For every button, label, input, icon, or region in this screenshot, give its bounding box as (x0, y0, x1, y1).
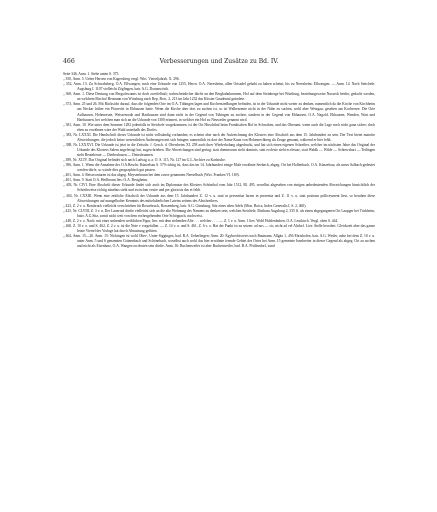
entry-reference: „ 423, (63, 203, 72, 208)
entry-text: Nr. LXXXVI. Die Urkunde ist jetzt in die Zeitschr. f. Gesch. d. Oberrheins XI, 258 auch ihrer Wiederholung abgedruckt, und hat sich einen eigenen Schreiber, welcher im nächsten Jahre das Original der Urkunde des Klosters Salem angefertigt hat, zugeschrieben. Die Abweichungen sind gering: statt dominorum steht dominis, statt ecclesie steht ecclesiae, statt Waldk — Wilde — Schiewshart — Teilingen steht Beutelreute — Dietbeshusen — Deinsbrunnen. (73, 142, 375, 157)
entry-reference: „ 350, (63, 77, 72, 82)
entry-reference: „ 360, (63, 92, 73, 97)
correction-entry (63, 224, 375, 234)
entry-reference: Seite 346, (63, 72, 78, 76)
entry-reference: „ 389, (63, 158, 72, 163)
entry-text: Nr. LXXXI. Die Handschrift dieser Urkunde ist nicht vollständig vorhanden; es scheint aber nach der Aufzeichnung des Klosters eine Abschrift aus dem 15. Jahrhundert zu sein. Der Text bietet manche Abweichungen, die jedoch keine wesentlichen Änderungen mit sich bringen; namentlich ist dort der Name Kunz von Hohenrechberg als Zeuge genannt, während er hier fehlt. (73, 132, 375, 142)
entry-text: Z. 2 v. o. Nach: mit einer stehenden weiblichen Figur, lies: mit dem stehenden Alte . . . welcher . . . . — Z. 1 v. u. Anm. 1 lies: Wohl Hohlenbuhen, O.A. Leutkirch. Vergl. oben S. 444. (72, 218, 339, 223)
entry-text: Nr. CLVIII, Z. 3 v. u. Der Lauerrad dürfte vielleicht sich an die alte Wohnung des Namens zu denken sein, welchen Steichele, Bisthum Augsburg 2, 335 ff. als einen abgegangenen Ort Laupger bei Türkheim, bairr. A.G.Sitz, somit nicht weit von dem vorhergehenden Orte Schöppach, nachweist. (72, 208, 375, 218)
entry-reference: „ 381, (63, 122, 73, 127)
corrections-list (63, 72, 375, 492)
correction-entry (63, 133, 375, 143)
entry-reference: „ 388, (63, 142, 73, 147)
correction-entry (63, 209, 375, 219)
entry-reference: „ 460, (63, 223, 72, 228)
running-title: Verbesserungen und Zusätze zu Bd. IV. (159, 58, 279, 65)
entry-reference: „ 404, (63, 193, 73, 198)
entry-reference: „ 396, (63, 163, 72, 168)
correction-entry (63, 92, 375, 102)
entry-reference: „ 373, (63, 102, 72, 107)
entry-text: Z. 2 v. u. Rossbruck vielleicht verschrieben für Rossebruck, Rossemberg, bair. A.G. Günzburg, Sitz eines alten Adels (Mon. Boica, Index Generalis I, S. 2, 460). (72, 203, 307, 208)
entry-text: Anm. 13. Zu Schwabsberg, O.A. Ellwangen, noch eine Urkunde von 1255, Herrn. O.A. Neresheim, allen Ortsadel gehabt zu haben scheint, bis zu Neresheim: Ellwangen. — Anm. 14. Nach Steichele, Augsburg I. 1107 vielleicht Zöglingen, bair. A.G. Donauwörth. (73, 82, 375, 92)
entry-text: Anm. 9. Statt O.A. Heilbronn lies: O.A. Besigheim. (72, 178, 149, 183)
correction-entry (63, 82, 375, 92)
correction-entry (63, 183, 375, 193)
page-header (63, 58, 375, 66)
entry-reference: „ 462, (63, 234, 73, 238)
entry-reference: „ 425, (63, 208, 72, 213)
entry-reference: „ 401, (63, 173, 72, 178)
entry-reference: „ 352, (63, 82, 73, 87)
entry-text: Anm. 1. Diese Deutung von Bergschwanns ist doch zweifelhaft; wahrscheinlicher dürfte an den Bergbahnbrunnen, Hof auf dem Steinberge bei Würtburg, beziehungsweise Nusseck beider, gedacht werden, an welchem Bischof Hermann von Würzburg nach Rep. Boic. 2, 213 im Jahr 1232 das Kloster Gnadental gründete. (72, 92, 375, 102)
entry-text: Anm. 1. Siehe unten S. 375. (78, 72, 120, 76)
correction-entry (63, 194, 375, 204)
entry-text: Nr. CIVI. Eine Abschrift dieser Urkunde findet sich auch im Diplomatar des Klosters Schönthal vom Jahr 1512, Bl. 495, woselbst abgesehen von einigen unbedeutenden Abweichungen hinsichtlich der Schreibweise richtig zünebus steht und zwischen vestre und per gloriosis das et fehlt. (73, 183, 375, 193)
entry-text: Z. 10 v. o. und S. 462, Z. 2 v. u. ist die Note v vorgefallen. — Z. 14 v. u. und S. 461, Z. 6 v. o. Hat der Punkt ist zu setzen: ad nos — sic, nicht ad vel Altdorf. Lies: Stelle beordert. Gleichzeit aber das ganze letzte Viertel der Vorlage hat durch Abnutzung gelitten. (73, 223, 375, 233)
correction-entry (63, 102, 375, 122)
entry-text: Anm. 5. Ueber Heroen von Kagersberg vergl. Wirt. Vierteljahrsh. X. 296. (72, 77, 180, 82)
entry-reference: „ 401, (63, 178, 72, 183)
correction-entry (63, 163, 375, 173)
entry-text: Anm. 25 und 26. Mit Rücksicht darauf, dass die folgenden Orte im O.A. Tübingen lagen und Kirchensiedlungen befinden, ist in der Urkunde nicht weiter zu denken, namentlich da die Kirche von Kirchheim am Neckar früher ein Pfarrecht in Ebhausen hatte. Wenn die Kirche aber dort zu suchen ist, so ist Walhenreute nicht in der Nähe zu suchen, wohl aber Wetzgau, gesehen am Kochersee. Die Orte Aufhausen, Hohenreute, Weissenrode und Harthausen sind dann nicht in der Gegend von Tübingen zu suchen, sondern in der Gegend von Ebhausen, O.A. Nagold, Ebhausen, Wenden, Wart und Harthausen, bei welchen man sich an die Urkunde von 1300 erinnert, in welcher ein Hof zu Neuweiler genannt wird. (72, 102, 375, 122)
entry-reference: „ 448, (63, 218, 72, 223)
correction-entry (63, 143, 375, 158)
entry-text: Anm. 4. Reiseconturen ist das abgeg. Meysenbrunn bei dem zuvor genannten Neeselbach (Wirt. Franken VI. 169). (72, 173, 240, 178)
entry-text: Nr. CXXIII. Wenn eine zeitliche Abschrift der Urkunde aus dem 15. Jahrhundert Z. 12 v. u. statt in presentiae larem in presentia und Z. 11 v. u. statt postrum polliceyment liest, so beruhen diese Abweichungen auf mangelhafter Kenntnis des mittelalterlichen Lateins seitens des Abschreibers. (74, 193, 375, 203)
entry-reference: „ 403, (63, 183, 73, 188)
correction-entry (63, 234, 375, 249)
correction-entry (63, 123, 375, 133)
entry-text: Nr. XCIV. Das Original befindet sich nach Ludwig u. a. O. S. 115, Nr. 127 im G.L.Archive zu Karlsruhe. (72, 158, 226, 163)
entry-reference: „ 383, (63, 132, 73, 137)
entry-text: Anm. 10. Wie unter dem Sommer 1282 jedenfalls in Steichele vorgekommen, ist der Ort Hirschthal beim Frankischen Hof in Schwaben, und das Oberamt, wenn auch die Lage noch nicht ganz sicher; doch eben zu erwähnen wäre der Wald unterhalb des Dorfes. (72, 122, 375, 132)
page-number: 466 (63, 58, 75, 65)
entry-text: Anm. 15—20. Anm. 15: Nickingen ist wohl Ober-, Unter-Siggingen, bad. B.A. Ueberlingen; Anm. 20: Egybrechtswies nach Baumann, Allgäu 1, 456 Ehrishofen, bair. A.G. Weiler, nahe bei dem Z. 10 v. u. unter Anm. 5 und 6 genannten Grünenbach und Schönebach, woselbst auch wohl das hier erwähnte fremde Gebiet des Ortes bei Anm. 15 gemeinte Isenbretier in dieser Gegend als abgeg. Ort zu suchen und nicht als Eisenharz, O.A. Wangen zu deuten sein dürfte. Anm. 16: Buchenweiler ist aber Buchenweiler, bad. B.A. Pfullendorf, sund (72, 234, 375, 249)
entry-text: Anm. 1. Wenn die Annahme der O.A.Beschr. Künzelsau S. 579 richtig ist, dass das im 14. Jahrhundert einige Male erwähnte Seebach, abgeg. Ort bei Hollenbach, O.A. Künzelsau, als unser Salbach gedeutet werden dürfe, so würde dies geographisch gut passen. (72, 163, 375, 173)
